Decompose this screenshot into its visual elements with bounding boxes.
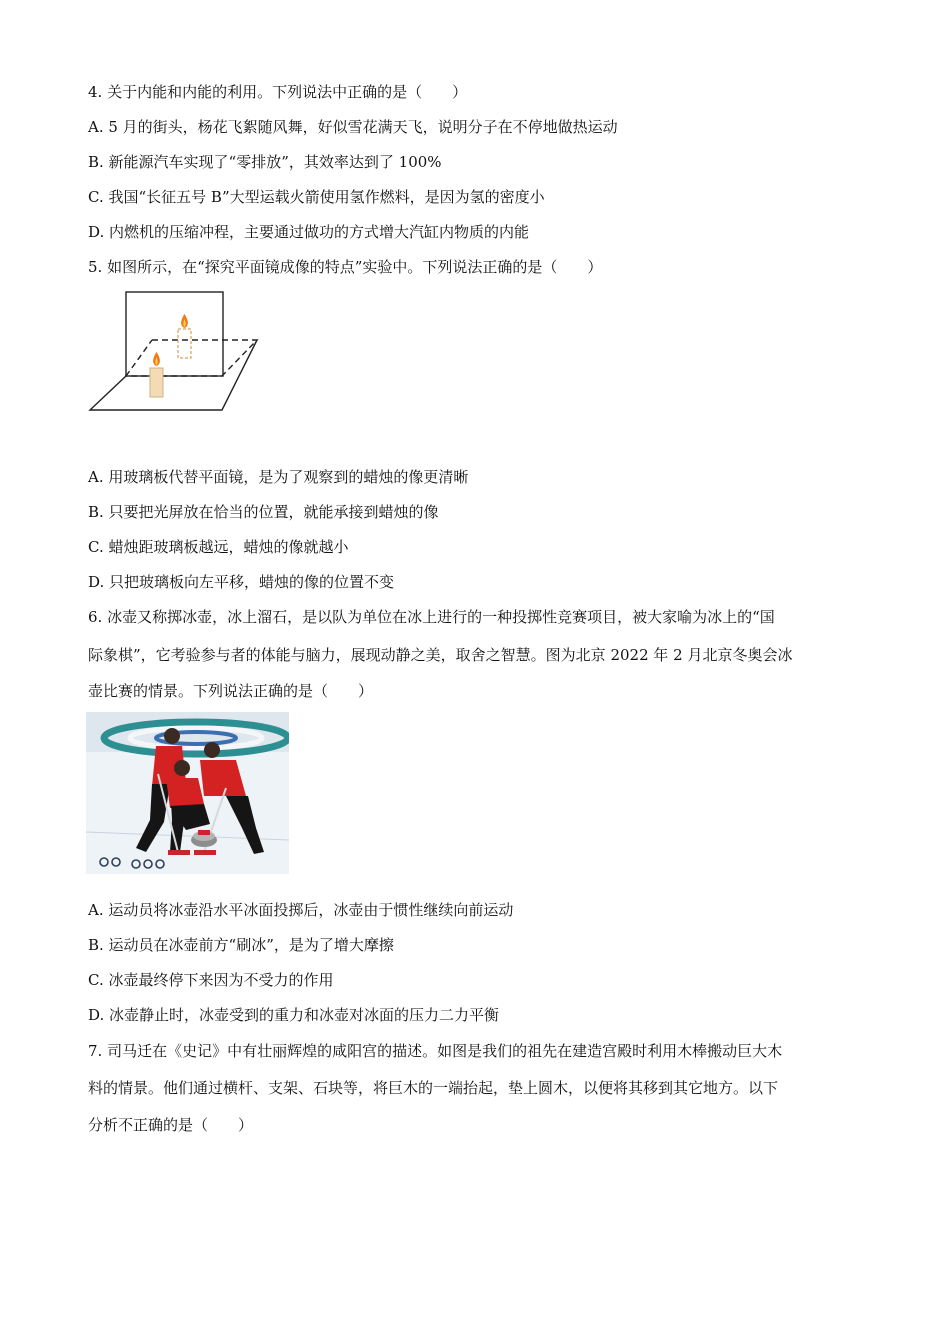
q6-option-a: A. 运动员将冰壶沿水平冰面投掷后，冰壶由于惯性继续向前运动 — [88, 901, 514, 919]
q5-option-c: C. 蜡烛距玻璃板越远，蜡烛的像就越小 — [88, 538, 349, 556]
q5-stem: 5. 如图所示，在“探究平面镜成像的特点”实验中。下列说法正确的是（ ） — [88, 258, 603, 276]
glass-plate — [126, 292, 223, 376]
q4-option-b: B. 新能源汽车实现了“零排放”，其效率达到了 100% — [88, 153, 442, 171]
lit-candle — [150, 352, 163, 397]
q4-option-d: D. 内燃机的压缩冲程，主要通过做功的方式增大汽缸内物质的内能 — [88, 223, 530, 241]
q6-option-c: C. 冰壶最终停下来因为不受力的作用 — [88, 971, 334, 989]
q5-option-a: A. 用玻璃板代替平面镜，是为了观察到的蜡烛的像更清晰 — [88, 468, 469, 486]
q7-stem-line-2: 料的情景。他们通过横杆、支架、石块等，将巨木的一端抬起，垫上圆木，以便将其移到其它地方。以下 — [88, 1079, 779, 1097]
q6-stem-line-3: 壶比赛的情景。下列说法正确的是（ ） — [88, 682, 374, 700]
q4-option-a: A. 5 月的街头，杨花飞絮随风舞，好似雪花满天飞，说明分子在不停地做热运动 — [88, 118, 618, 136]
q6-option-d: D. 冰壶静止时，冰壶受到的重力和冰壶对冰面的压力二力平衡 — [88, 1006, 500, 1024]
table-plane — [90, 340, 257, 410]
q6-option-b: B. 运动员在冰壶前方“刷冰”，是为了增大摩擦 — [88, 936, 394, 954]
plane-mirror-experiment-figure — [86, 288, 264, 416]
q6-stem-line-1: 6. 冰壶又称掷冰壶，冰上溜石，是以队为单位在冰上进行的一种投掷性竞赛项目，被大家喻为冰上的“国 — [88, 608, 775, 626]
q4-stem: 4. 关于内能和内能的利用。下列说法中正确的是（ ） — [88, 83, 468, 101]
candle-image — [178, 314, 191, 358]
q4-option-c: C. 我国“长征五号 B”大型运载火箭使用氢作燃料，是因为氢的密度小 — [88, 188, 545, 206]
q5-option-b: B. 只要把光屏放在恰当的位置，就能承接到蜡烛的像 — [88, 503, 439, 521]
curling-match-photo — [86, 712, 289, 874]
q7-stem-line-3: 分析不正确的是（ ） — [88, 1116, 254, 1134]
q5-option-d: D. 只把玻璃板向左平移，蜡烛的像的位置不变 — [88, 573, 395, 591]
q7-stem-line-1: 7. 司马迁在《史记》中有壮丽辉煌的咸阳宫的描述。如图是我们的祖先在建造宫殿时利用木棒搬动巨大木 — [88, 1042, 783, 1060]
q6-stem-line-2: 际象棋”，它考验参与者的体能与脑力，展现动静之美，取舍之智慧。图为北京 2022 年 2 月北京冬奥会冰 — [88, 646, 793, 664]
